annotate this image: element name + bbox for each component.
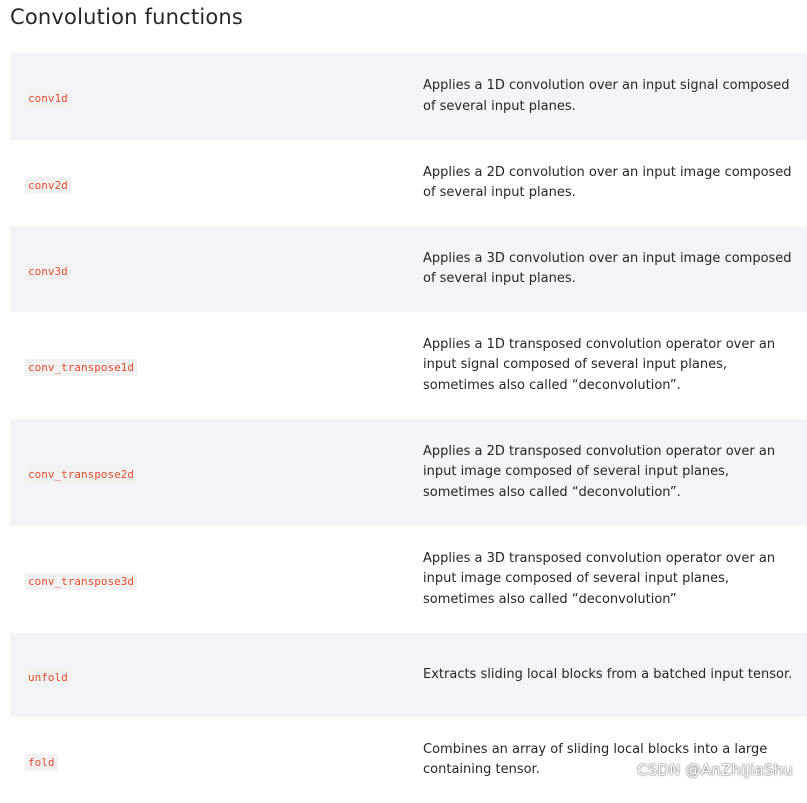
function-link-conv2d[interactable]: conv2d xyxy=(25,177,71,194)
table-row xyxy=(10,140,807,226)
function-link-fold[interactable]: fold xyxy=(25,754,58,771)
function-description: Applies a 3D convolution over an input image composed of several input planes. xyxy=(423,250,792,286)
function-link-conv-transpose1d[interactable]: conv_transpose1d xyxy=(25,359,137,376)
function-description: Applies a 1D transposed convolution operator over an input signal composed of several input planes, sometimes also called “deconvolution”. xyxy=(423,336,776,393)
function-description: Extracts sliding local blocks from a batched input tensor. xyxy=(423,666,793,682)
functions-table xyxy=(10,53,807,803)
function-link-unfold[interactable]: unfold xyxy=(25,669,71,686)
function-description: Applies a 1D convolution over an input signal composed of several input planes. xyxy=(423,78,790,114)
function-name-cell xyxy=(10,666,410,685)
function-name-cell xyxy=(10,260,410,279)
function-description: Applies a 2D convolution over an input image composed of several input planes. xyxy=(423,164,792,200)
function-name-cell xyxy=(10,356,410,375)
table-row xyxy=(10,53,807,140)
table-row xyxy=(10,526,807,633)
function-link-conv-transpose2d[interactable]: conv_transpose2d xyxy=(25,466,137,483)
function-name-cell xyxy=(10,751,410,770)
table-row xyxy=(10,419,807,526)
table-row xyxy=(10,312,807,419)
function-link-conv-transpose3d[interactable]: conv_transpose3d xyxy=(25,573,137,590)
function-description: Combines an array of sliding local blocks into a large containing tensor. xyxy=(423,741,768,777)
function-link-conv1d[interactable]: conv1d xyxy=(25,90,71,107)
table-row xyxy=(10,633,807,717)
table-row xyxy=(10,717,807,803)
watermark: CSDN @AnZhiJiaShu xyxy=(637,761,793,779)
function-description: Applies a 2D transposed convolution operator over an input image composed of several input planes, sometimes also called “deconvolution”. xyxy=(423,443,776,500)
table-row xyxy=(10,226,807,312)
function-name-cell xyxy=(10,463,410,482)
function-name-cell xyxy=(10,87,410,106)
function-link-conv3d[interactable]: conv3d xyxy=(25,263,71,280)
section-title: Convolution functions xyxy=(10,5,244,29)
function-name-cell xyxy=(10,174,410,193)
function-description: Applies a 3D transposed convolution operator over an input image composed of several input planes, sometimes also called “deconvolution” xyxy=(423,550,776,607)
function-name-cell xyxy=(10,570,410,589)
